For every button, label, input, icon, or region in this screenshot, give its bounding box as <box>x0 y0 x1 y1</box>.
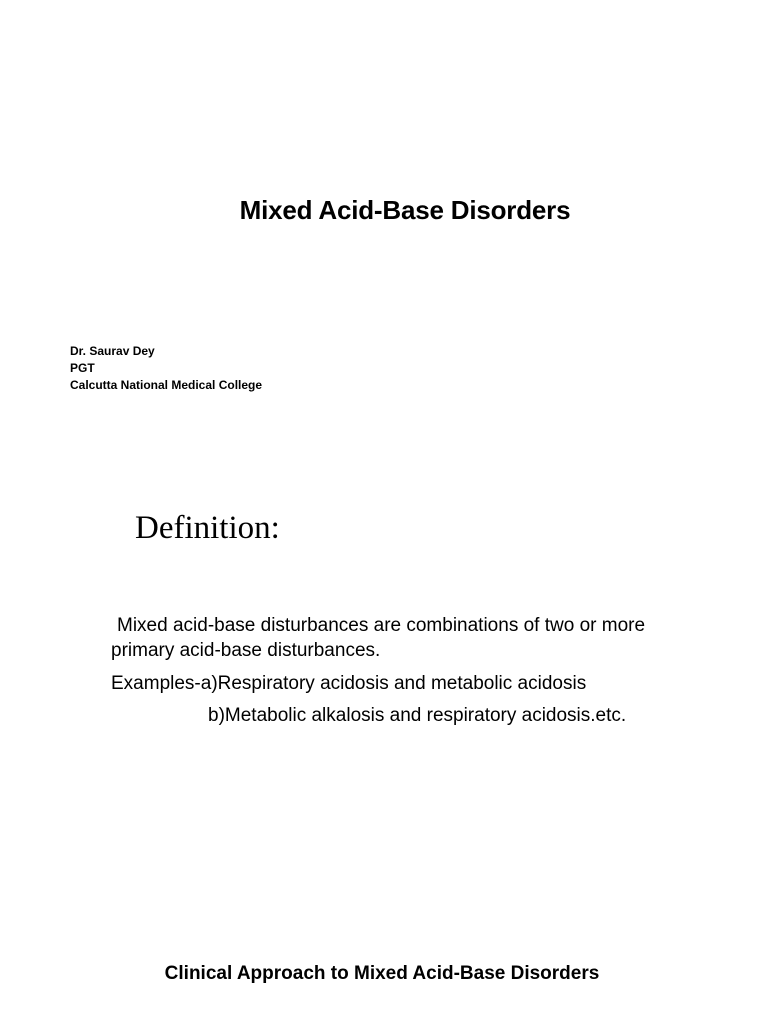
definition-body <box>111 613 731 728</box>
slide-title: Mixed Acid-Base Disorders <box>239 195 571 225</box>
definition-line-2: primary acid-base disturbances. <box>111 640 381 661</box>
definition-line-1: Mixed acid-base disturbances are combinations of two or more <box>117 615 646 636</box>
author-name: Dr. Saurav Dey <box>70 344 155 358</box>
author-block <box>70 343 262 394</box>
example-b: b)Metabolic alkalosis and respiratory acidosis.etc. <box>208 705 627 726</box>
author-institution: Calcutta National Medical College <box>70 378 263 392</box>
next-slide-title: Clinical Approach to Mixed Acid-Base Disorders <box>164 963 600 984</box>
definition-heading: Definition: <box>135 510 280 546</box>
author-position: PGT <box>70 361 95 375</box>
example-a: Examples-a)Respiratory acidosis and metabolic acidosis <box>111 673 587 694</box>
